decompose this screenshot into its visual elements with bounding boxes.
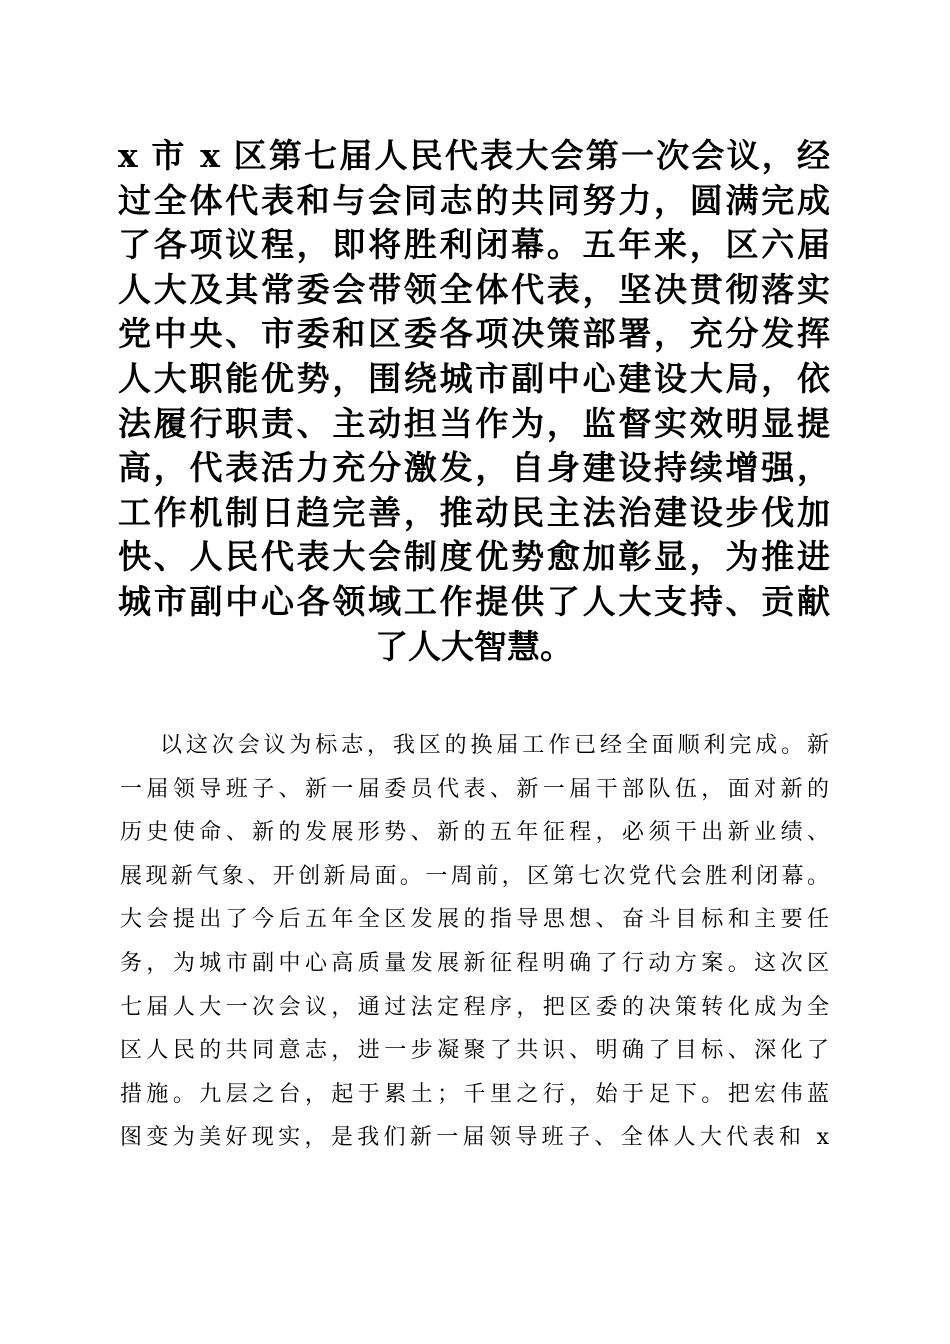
- body-line: 一届领导班子、新一届委员代表、新一届干部队伍，面对新的: [120, 776, 830, 802]
- body-line: 七届人大一次会议，通过法定程序，把区委的决策转化成为全: [120, 994, 830, 1020]
- intro-line: 城市副中心各领域工作提供了人大支持、贡献: [118, 581, 830, 621]
- body-paragraph: [120, 724, 830, 1160]
- body-line: 图变为美好现实，是我们新一届领导班子、全体人大代表和 x: [120, 1125, 830, 1151]
- intro-line: 党中央、市委和区委各项决策部署，充分发挥: [118, 314, 830, 354]
- intro-line: 人大职能优势，围绕城市副中心建设大局，依: [118, 358, 830, 398]
- intro-line: 了各项议程，即将胜利闭幕。五年来，区六届: [118, 225, 830, 265]
- intro-line: 法履行职责、主动担当作为，监督实效明显提: [118, 403, 830, 443]
- body-line: 措施。九层之台，起于累土；千里之行，始于足下。把宏伟蓝: [120, 1081, 830, 1107]
- intro-line: 人大及其常委会带领全体代表，坚决贯彻落实: [118, 269, 830, 309]
- body-line-first: 以这次会议为标志，我区的换届工作已经全面顺利完成。新: [160, 733, 830, 758]
- intro-line: x 市 x 区第七届人民代表大会第一次会议，经: [118, 136, 830, 175]
- intro-line: 工作机制日趋完善，推动民主法治建设步伐加: [118, 492, 830, 532]
- body-line: 务，为城市副中心高质量发展新征程明确了行动方案。这次区: [120, 950, 830, 976]
- intro-line-last: 了人大智慧。: [375, 626, 573, 666]
- bold-intro-paragraph: [118, 134, 830, 669]
- intro-line: 高，代表活力充分激发，自身建设持续增强，: [118, 448, 830, 488]
- intro-line: 快、人民代表大会制度优势愈加彰显，为推进: [118, 537, 830, 577]
- body-line: 区人民的共同意志，进一步凝聚了共识、明确了目标、深化了: [120, 1038, 830, 1064]
- body-line: 历史使命、新的发展形势、新的五年征程，必须干出新业绩、: [120, 820, 830, 846]
- body-line: 展现新气象、开创新局面。一周前，区第七次党代会胜利闭幕。: [120, 863, 830, 889]
- intro-line: 过全体代表和与会同志的共同努力，圆满完成: [118, 180, 830, 220]
- body-line: 大会提出了今后五年全区发展的指导思想、奋斗目标和主要任: [120, 907, 830, 933]
